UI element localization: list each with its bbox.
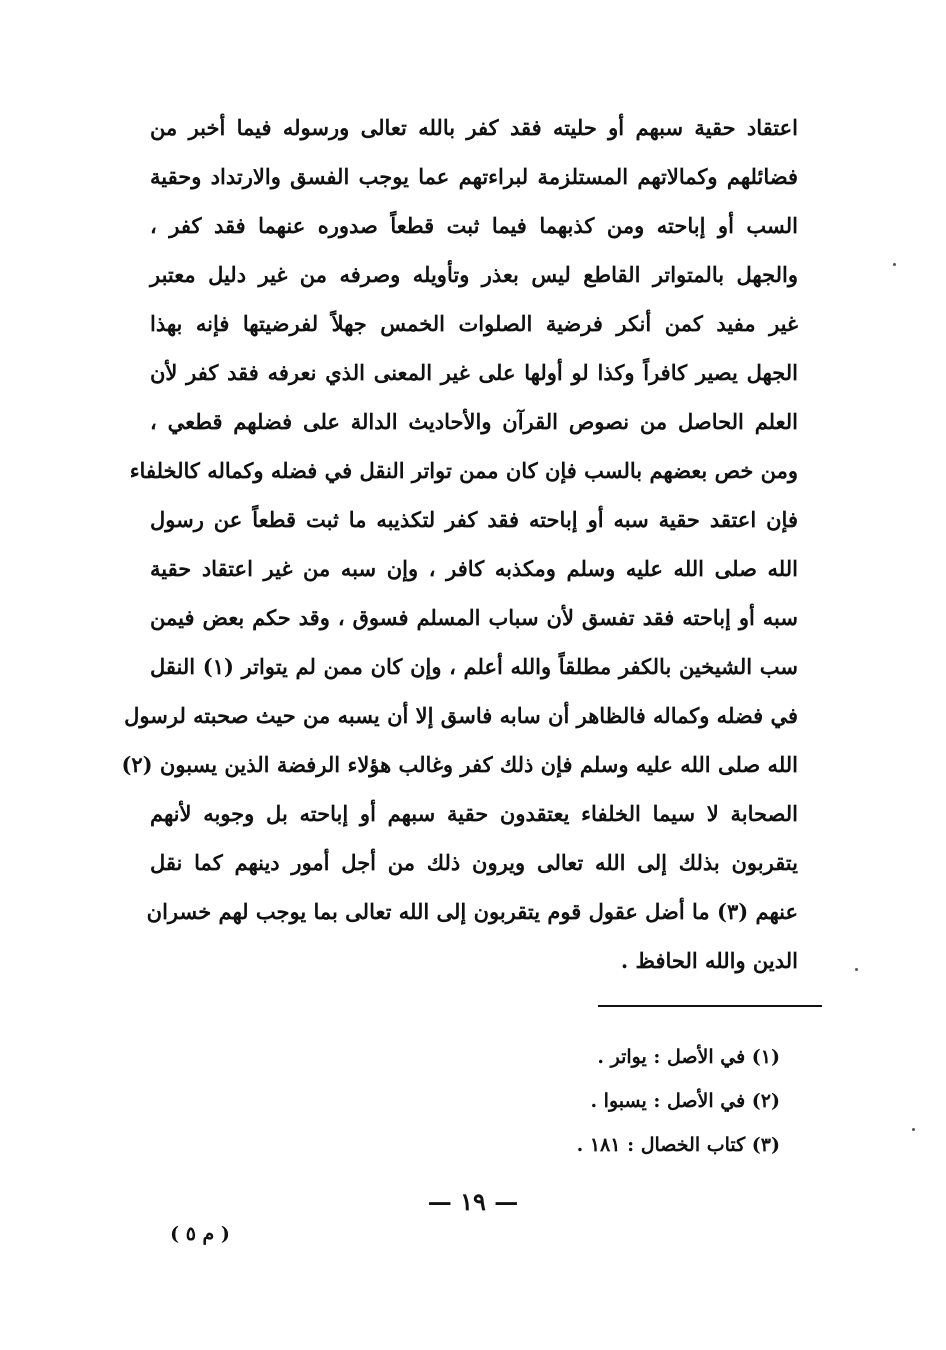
scan-speck <box>893 263 896 266</box>
text-line: عنهم (٣) ما أضل عقول قوم يتقربون إلى الله تعالى بما يوجب لهم خسران <box>146 899 798 924</box>
main-text-block <box>121 103 799 985</box>
signature-mark: ( م ٥ ) <box>170 1223 230 1245</box>
text-line: الجهل يصير كافراً وكذا لو أولها على غير المعنى الذي نعرفه فقد كفر لأن <box>150 360 798 385</box>
text-line-last: الدين والله الحافظ . <box>620 948 798 973</box>
scan-speck <box>855 968 858 971</box>
text-line: الصحابة لا سيما الخلفاء يعتقدون حقية سبهم أو إباحته بل وجوبه لأنهم <box>150 801 798 826</box>
page-number: — ١٩ — <box>427 1187 519 1216</box>
text-line: والجهل بالمتواتر القاطع ليس بعذر وتأويله وصرفه من غير دليل معتبر <box>150 262 799 287</box>
footnote-1: (١) في الأصل : يواتر . <box>597 1046 780 1068</box>
text-line: اعتقاد حقية سبهم أو حليته فقد كفر بالله تعالى ورسوله فيما أخبر من <box>150 115 798 140</box>
text-line: غير مفيد كمن أنكر فرضية الصلوات الخمس جهلاً لفرضيتها فإنه بهذا <box>150 311 798 336</box>
text-line: في فضله وكماله فالظاهر أن سابه فاسق إلا أن يسبه من حيث صحبته لرسول <box>124 703 798 728</box>
text-line: سبه أو إباحته فقد تفسق لأن سباب المسلم فسوق ، وقد حكم بعض فيمن <box>150 605 798 630</box>
text-line: فإن اعتقد حقية سبه أو إباحته فقد كفر لتكذيبه ما ثبت قطعاً عن رسول <box>150 507 798 532</box>
text-line: العلم الحاصل من نصوص القرآن والأحاديث الدالة على فضلهم قطعي ، <box>150 409 798 434</box>
text-line: يتقربون بذلك إلى الله تعالى ويرون ذلك من أجل أمور دينهم كما نقل <box>150 850 798 875</box>
text-line: السب أو إباحته ومن كذبهما فيما ثبت قطعاً صدوره عنهما فقد كفر ، <box>150 213 798 238</box>
footnote-3: (٣) كتاب الخصال : ١٨١ . <box>576 1134 780 1156</box>
footnotes-block <box>440 1035 780 1167</box>
text-line: الله صلى الله عليه وسلم فإن ذلك كفر وغالب هؤلاء الرفضة الذين يسبون (٢) <box>121 752 798 777</box>
scan-speck <box>912 1128 915 1131</box>
text-line: الله صلى الله عليه وسلم ومكذبه كافر ، وإن سبه من غير اعتقاد حقية <box>150 556 798 581</box>
footnote-2: (٢) في الأصل : يسبوا . <box>590 1090 780 1112</box>
footnote-separator-rule <box>598 1005 822 1007</box>
text-line: ومن خص بعضهم بالسب فإن كان ممن تواتر النقل في فضله وكماله كالخلفاء <box>129 458 798 483</box>
text-line: فضائلهم وكمالاتهم المستلزمة لبراءتهم عما يوجب الفسق والارتداد وحقية <box>150 164 798 189</box>
text-line: سب الشيخين بالكفر مطلقاً والله أعلم ، وإن كان ممن لم يتواتر (١) النقل <box>150 654 799 679</box>
